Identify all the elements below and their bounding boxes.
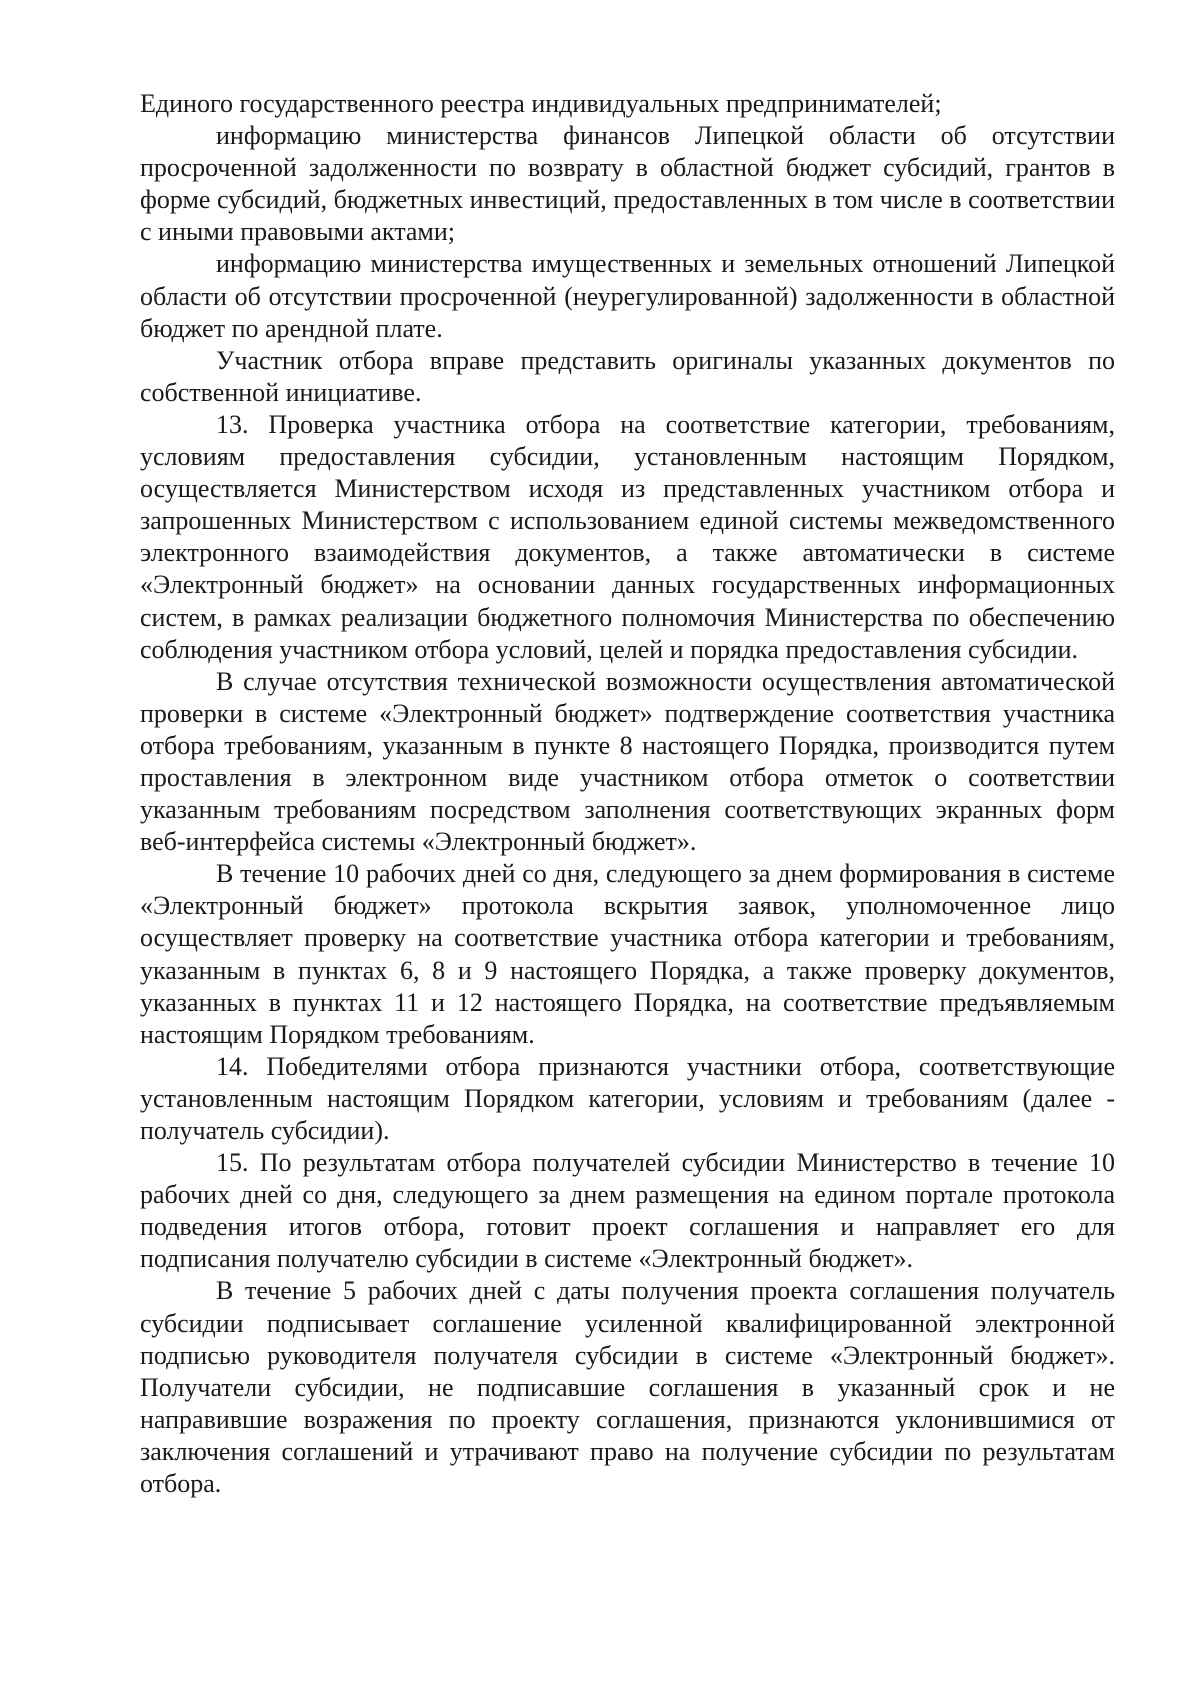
paragraph-clause-15: 15. По результатам отбора получателей субсидии Министерство в течение 10 рабочих дней со дня, следующего за днем размещения на едином портале протокола подведения итогов отбора, готовит проект соглашения и направляет его для подписания получателю субсидии в системе «Электронный бюджет».: [140, 1148, 1115, 1274]
paragraph-egrip-continuation: Единого государственного реестра индивидуальных предпринимателей;: [140, 89, 942, 118]
paragraph-clause-14: 14. Победителями отбора признаются участники отбора, соответствующие установленным настоящим Порядком категории, условиям и требованиям (далее - получатель субсидии).: [140, 1051, 1115, 1145]
paragraph-property-ministry-info: информацию министерства имущественных и земельных отношений Липецкой области об отсутствии просроченной (неурегулированной) задолженности в областной бюджет по арендной плате.: [140, 249, 1115, 343]
paragraph-no-technical-possibility: В случае отсутствия технической возможности осуществления автоматической проверки в системе «Электронный бюджет» подтверждение соответствия участника отбора требованиям, указанным в пункте 8 настоящего Порядка, производится путем проставления в электронном виде участником отбора отметок о соответствии указанным требованиям посредством заполнения соответствующих экранных форм веб-интерфейса системы «Электронный бюджет».: [140, 666, 1115, 857]
paragraph-5-days-signing: В течение 5 рабочих дней с даты получения проекта соглашения получатель субсидии подписывает соглашение усиленной квалифицированной электронной подписью руководителя получателя субсидии в системе «Электронный бюджет». Получатели субсидии, не подписавшие соглашения в указанный срок и не направившие возражения по проекту соглашения, признаются уклонившимися от заключения соглашений и утрачивают право на получение субсидии по результатам отбора.: [140, 1276, 1115, 1499]
paragraph-originals-right: Участник отбора вправе представить оригиналы указанных документов по собственной инициативе.: [140, 345, 1115, 407]
document-body: [140, 88, 1115, 1500]
paragraph-finance-ministry-info: информацию министерства финансов Липецкой области об отсутствии просроченной задолженности по возврату в областной бюджет субсидий, грантов в форме субсидий, бюджетных инвестиций, предоставленных в том числе в соответствии с иными правовыми актами;: [140, 121, 1115, 247]
paragraph-clause-13: 13. Проверка участника отбора на соответствие категории, требованиям, условиям предоставления субсидии, установленным настоящим Порядком, осуществляется Министерством исходя из представленных участником отбора и запрошенных Министерством с использованием единой системы межведомственного электронного взаимодействия документов, а также автоматически в системе «Электронный бюджет» на основании данных государственных информационных систем, в рамках реализации бюджетного полномочия Министерства по обеспечению соблюдения участником отбора условий, целей и порядка предоставления субсидии.: [140, 409, 1115, 664]
paragraph-10-days-check: В течение 10 рабочих дней со дня, следующего за днем формирования в системе «Электронный бюджет» протокола вскрытия заявок, уполномоченное лицо осуществляет проверку на соответствие участника отбора категории и требованиям, указанным в пунктах 6, 8 и 9 настоящего Порядка, а также проверку документов, указанных в пунктах 11 и 12 настоящего Порядка, на соответствие предъявляемым настоящим Порядком требованиям.: [140, 859, 1115, 1049]
